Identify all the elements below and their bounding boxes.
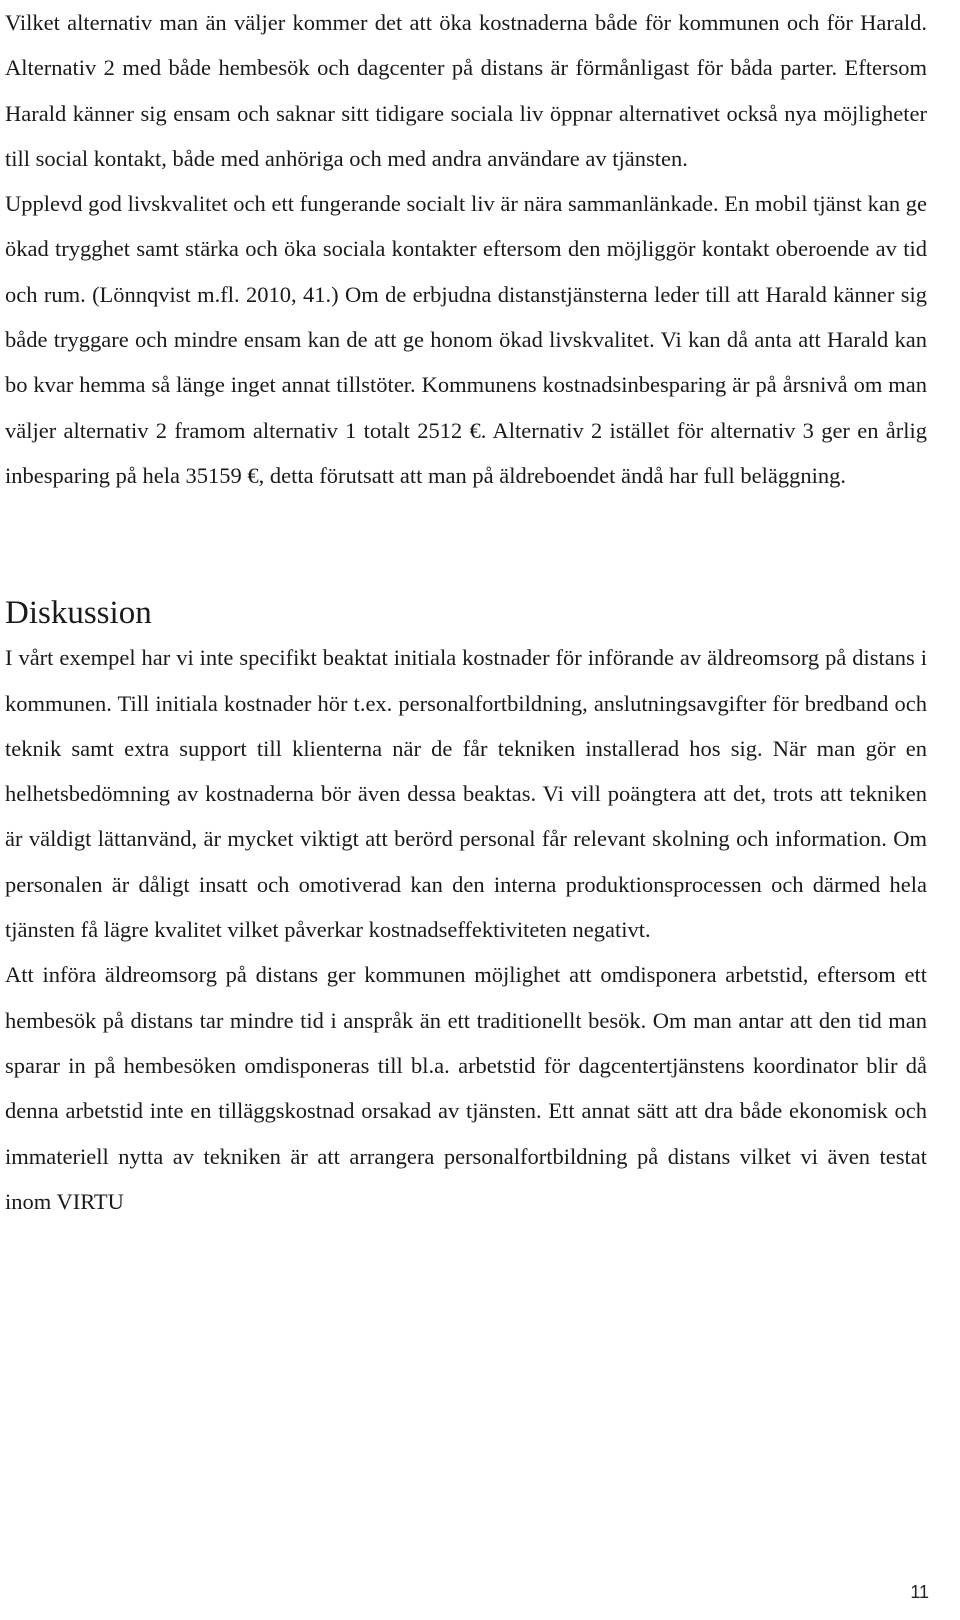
section-heading-diskussion: Diskussion	[5, 595, 152, 632]
paragraph-cost-comparison: Vilket alternativ man än väljer kommer det att öka kostnaderna både för kommunen och för Harald. Alternativ 2 med både hembesök och dagcenter på distans är förmånligast för båda parter. Eftersom Harald känner sig ensam och saknar sitt tidigare sociala liv öppnar alternativet också nya möjligheter till social kontakt, både med anhöriga och med andra användare av tjänsten.	[5, 10, 927, 171]
paragraph-quality-of-life: Upplevd god livskvalitet och ett fungerande socialt liv är nära sammanlänkade. En mobil tjänst kan ge ökad trygghet samt stärka och öka sociala kontakter eftersom den möjliggör kontakt oberoende av tid och rum. (Lönnqvist m.fl. 2010, 41.) Om de erbjudna distanstjänsterna leder till att Harald känner sig både tryggare och mindre ensam kan de att ge honom ökad livskvalitet. Vi kan då anta att Harald kan bo kvar hemma så länge inget annat tillstöter. Kommunens kostnadsinbesparing är på årsnivå om man väljer alternativ 2 framom alternativ 1 totalt 2512 €. Alternativ 2 istället för alternativ 3 ger en årlig inbesparing på hela 35159 €, detta förutsatt att man på äldreboendet ändå har full beläggning.	[5, 191, 927, 488]
paragraph-reallocation: Att införa äldreomsorg på distans ger kommunen möjlighet att omdisponera arbetstid, eftersom ett hembesök på distans tar mindre tid i anspråk än ett traditionellt besök. Om man antar att den tid man sparar in på hembesöken omdisponeras till bl.a. arbetstid för dagcentertjänstens koordinator blir då denna arbetstid inte en tilläggskostnad orsakad av tjänsten. Ett annat sätt att dra både ekonomisk och immateriell nytta av tekniken är att arrangera personalfortbildning på distans vilket vi även testat inom VIRTU	[5, 962, 927, 1214]
document-page	[5, 0, 927, 1224]
page-number: 11	[910, 1582, 929, 1602]
paragraph-initial-costs: I vårt exempel har vi inte specifikt beaktat initiala kostnader för införande av äldreomsorg på distans i kommunen. Till initiala kostnader hör t.ex. personalfortbildning, anslutningsavgifter för bredband och teknik samt extra support till klienterna när de får tekniken installerad hos sig. När man gör en helhetsbedömning av kostnaderna bör även dessa beaktas. Vi vill poängtera att det, trots att tekniken är väldigt lättanvänd, är mycket viktigt att berörd personal får relevant skolning och information. Om personalen är dåligt insatt och omotiverad kan den interna produktionsprocessen och därmed hela tjänsten få lägre kvalitet vilket påverkar kostnadseffektiviteten negativt.	[5, 645, 927, 943]
